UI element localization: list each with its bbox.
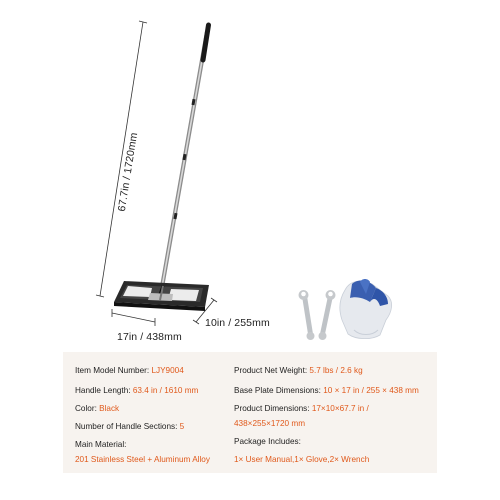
spec-value: 5.7 lbs / 2.6 kg [309,366,363,375]
width-dimension-label: 17in / 438mm [117,331,182,343]
spec-value: 17×10×67.7 in / [311,404,369,413]
base-plate [114,281,209,311]
spec-handle-sections [75,422,184,432]
spec-main-material-label: Main Material: [75,440,127,449]
spec-label: Handle Length: [75,386,133,395]
spec-product-dimensions [234,404,369,414]
spec-value: 438×255×1720 mm [234,419,306,428]
telescopic-handle [162,25,209,287]
spec-label: Color: [75,404,100,413]
spec-label: Base Plate Dimensions: [234,386,324,395]
width-dimension-line [112,309,155,326]
glove-icon [340,279,392,339]
spec-value: Black [99,404,120,413]
depth-dimension-label: 10in / 255mm [205,317,270,329]
specifications-panel [63,352,437,473]
spec-value: 1× User Manual,1× Glove,2× Wrench [234,455,370,464]
spec-label: Item Model Number: [75,366,152,375]
spec-value: 10 × 17 in / 255 × 438 mm [323,386,419,395]
spec-value: 5 [179,422,185,431]
spec-label: Product Dimensions: [234,404,312,413]
spec-net-weight [234,366,363,376]
spec-model-number [75,366,184,376]
wrench-icon [299,290,336,340]
spec-main-material-value [75,455,210,465]
spec-package-label: Package Includes: [234,437,301,446]
spec-value: 201 Stainless Steel + Aluminum Alloy [75,455,210,464]
spec-package-value [234,455,369,465]
height-dimension-label: 67.7in / 1720mm [115,131,141,213]
spec-handle-length [75,386,198,396]
spec-value: LJY9004 [151,366,184,375]
spec-label: Product Net Weight: [234,366,310,375]
spec-base-plate-dimensions [234,386,419,396]
spec-value: 63.4 in / 1610 mm [132,386,199,395]
spec-label: Number of Handle Sections: [75,422,180,431]
spec-product-dimensions-metric [234,419,305,429]
spec-color [75,404,119,414]
height-dimension-line [96,21,147,297]
